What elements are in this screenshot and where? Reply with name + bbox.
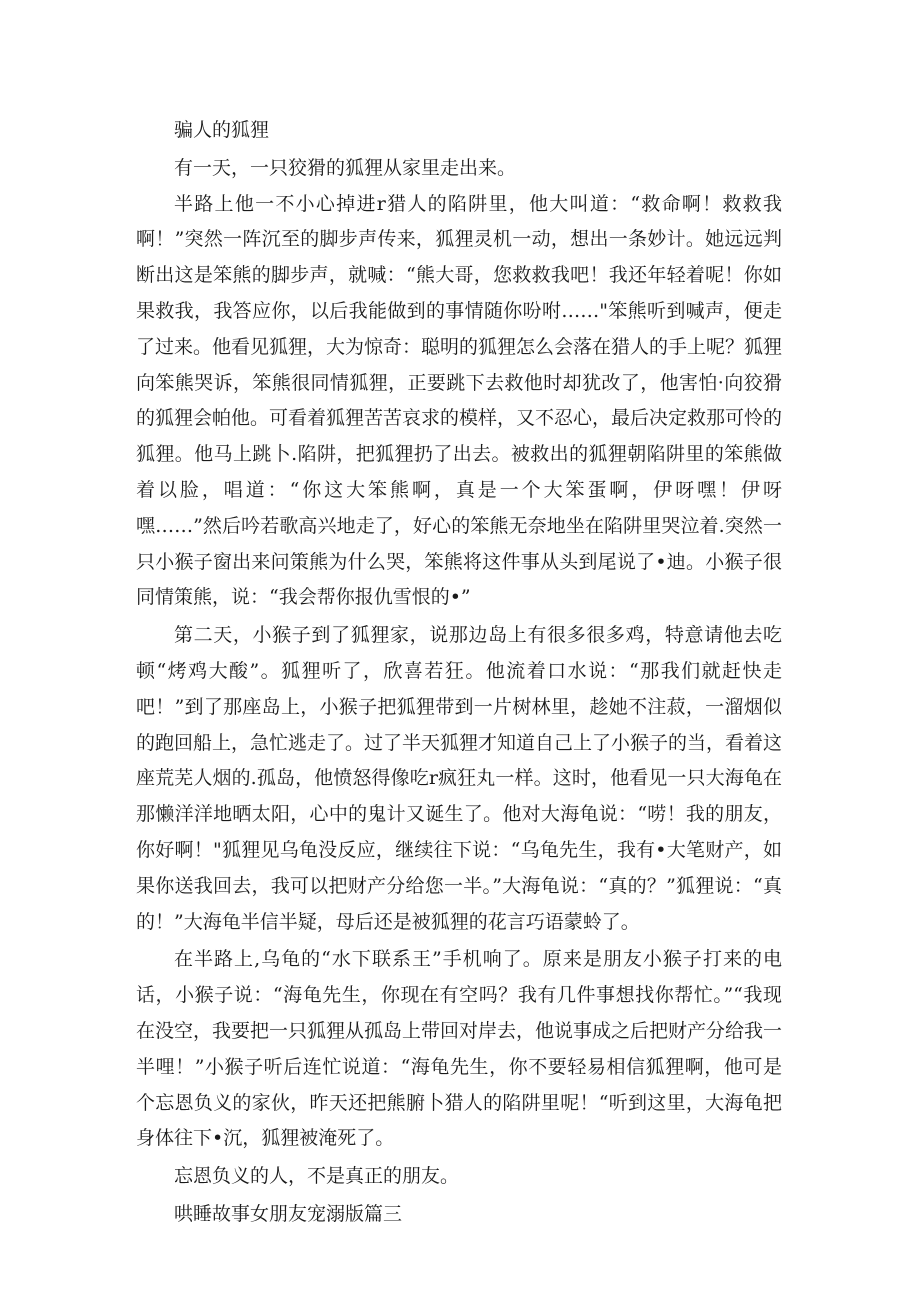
paragraph-4: 在半路上,乌龟的“水下联系王”手机响了。原来是朋友小猴子打来的电话，小猴子说：“海龟先生，你现在有空吗？我有几件事想找你帮忙。”“我现在没空，我要把一只狐狸从孤岛上带回对岸去，他说事成之后把财产分给我一半哩！”小猴子听后连忙说道：“海龟先生，你不要轻易相信狐狸啊，他可是个忘恩负义的家伙，昨天还把熊腑卜猎人的陷阱里呢！“听到这里，大海龟把身体往下•沉，狐狸被淹死了。 xyxy=(136,948,783,1150)
paragraph-3: 第二天，小猴子到了狐狸家，说那边岛上有很多很多鸡，特意请他去吃顿“烤鸡大酸”。狐狸听了，欣喜若狂。他流着口水说：“那我们就赶快走吧！”到了那座岛上，小猴子把狐狸带到一片树林里，趁她不注菽，一溜烟似的跑回船上，急忙逃走了。过了半天狐狸才知道自己上了小猴子的当，看着这座荒芜人烟的.孤岛，他愤怒得像吃r疯狂丸一样。这时，他看见一只大海龟在那懒洋洋地晒太阳，心中的鬼计又诞生了。他对大海龟说：“唠！我的朋友，你好啊！"狐狸见乌龟没反应，继续往下说：“乌龟先生，我有•大笔财产，如果你送我回去，我可以把财产分给您一半。”大海龟说：“真的？”狐狸说：“真的！”大海龟半信半疑，母后还是被狐狸的花言巧语蒙蛉了。 xyxy=(136,624,783,933)
paragraph-1: 有一天，一只狡猾的狐狸从家里走出来。 xyxy=(174,156,517,179)
paragraph-5: 忘恩负义的人，不是真正的朋友。 xyxy=(174,1165,460,1188)
next-section-heading: 哄睡故事女朋友宠溺版篇三 xyxy=(174,1202,403,1225)
document-body xyxy=(136,113,782,1233)
story-title: 骗人的狐狸 xyxy=(174,119,270,141)
paragraph-2: 半路上他一不小心掉进r猎人的陷阱里，他大叫道：“救命啊！救救我啊！”突然一阵沉至的脚步声传来，狐狸灵机一动，想出一条妙计。她远远判断出这是笨熊的脚步声，就喊：“熊大哥，您救救我吧！我还年轻着呢！你如果救我，我答应你，以后我能做到的事情随你吩咐……"笨熊听到喊声，便走了过来。他看见狐狸，大为惊奇：聪明的狐狸怎么会落在猎人的手上呢？狐狸向笨熊哭诉，笨熊很同情狐狸，正要跳下去救他时却犹改了，他害怕·向狡猾的狐狸会帕他。可看着狐狸苦苦哀求的模样，又不忍心，最后决定救那可怜的狐狸。他马上跳卜.陷阱，把狐狸扔了出去。被救出的狐狸朝陷阱里的笨熊做着以脸，唱道：“你这大笨熊啊，真是一个大笨蛋啊，伊呀嘿！伊呀嘿……”然后吟若歌高兴地走了，好心的笨熊无奈地坐在陷阱里哭泣着.突然一只小猴子窗出来问策熊为什么哭，笨熊将这件事从头到尾说了•迪。小猴子很同情策熊，说：“我会帮你报仇雪恨的•” xyxy=(136,192,783,609)
